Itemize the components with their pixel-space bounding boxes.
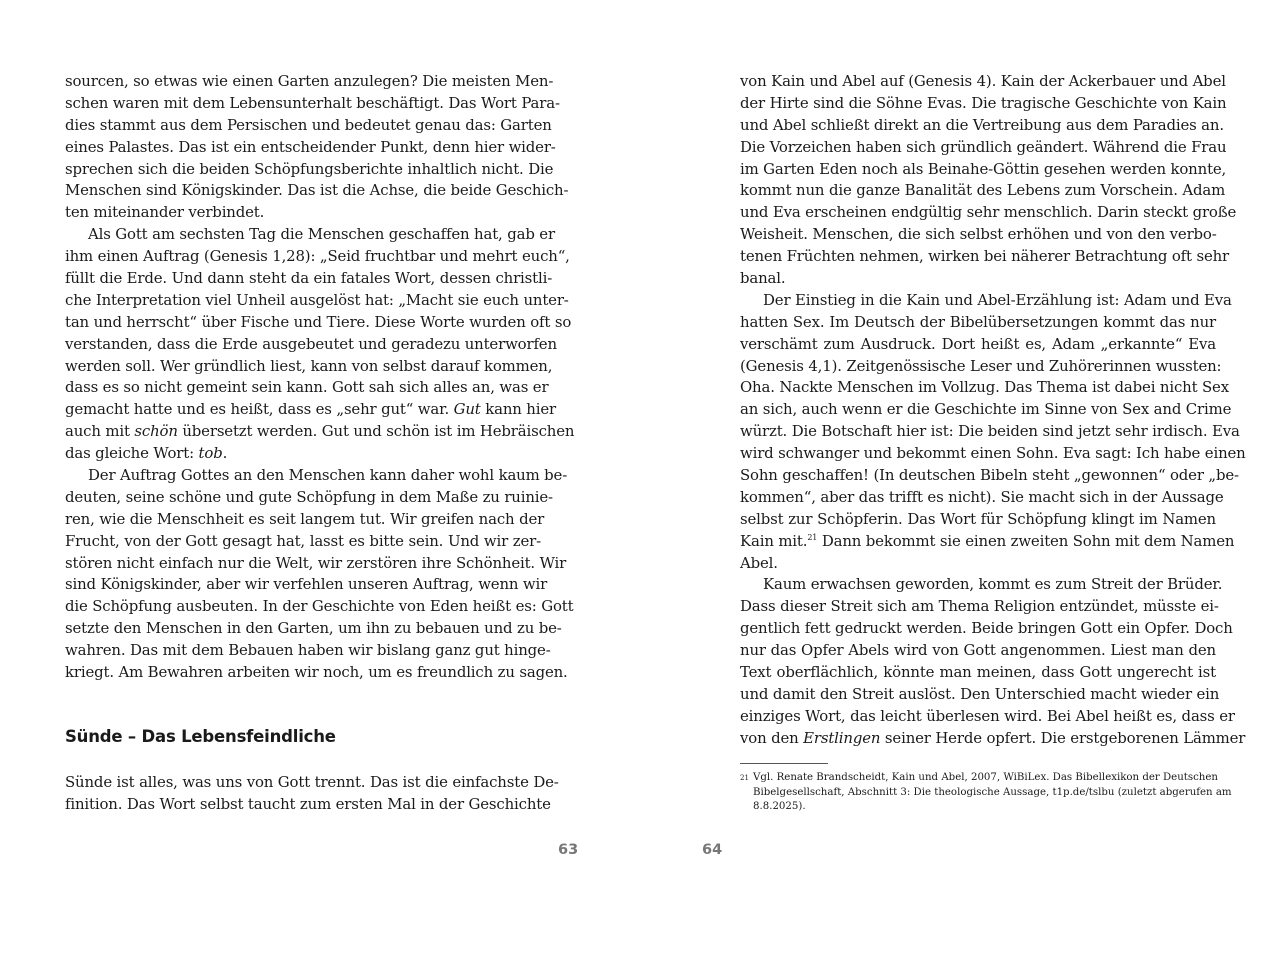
text-line: dies stammt aus dem Persischen und bedeutet genau das: Garten <box>65 115 552 134</box>
text-line: wahren. Das mit dem Bebauen haben wir bislang ganz gut hinge- <box>65 641 551 660</box>
left-body-text <box>65 71 575 684</box>
text-line: würzt. Die Botschaft hier ist: Die beiden sind jetzt sehr irdisch. Eva <box>740 422 1240 441</box>
text-line: sprechen sich die beiden Schöpfungsberichte inhaltlich nicht. Die <box>65 159 554 178</box>
text-line: der Hirte sind die Söhne Evas. Die tragische Geschichte von Kain <box>740 93 1227 112</box>
text-line: selbst zur Schöpferin. Das Wort für Schöpfung klingt im Namen <box>740 509 1216 528</box>
footnote-divider <box>740 763 828 764</box>
text-line: verschämt zum Ausdruck. Dort heißt es, Adam „erkannte“ Eva <box>740 334 1216 353</box>
text-line: von den Erstlingen seiner Herde opfert. Die erstgeborenen Lämmer <box>740 728 1246 747</box>
text-line: Menschen sind Königskinder. Das ist die Achse, die beide Geschich- <box>65 181 569 200</box>
footnote-reference: 21 <box>807 532 818 542</box>
text-line: stören nicht einfach nur die Welt, wir zerstören ihre Schönheit. Wir <box>65 553 567 572</box>
text-line: ten miteinander verbindet. <box>65 203 265 222</box>
text-line: Die Vorzeichen haben sich gründlich geändert. Während die Frau <box>740 137 1227 156</box>
text-line: an sich, auch wenn er die Geschichte im Sinne von Sex and Crime <box>740 400 1232 419</box>
text-line: auch mit schön übersetzt werden. Gut und schön ist im Hebräischen <box>65 422 575 441</box>
text-line: Kaum erwachsen geworden, kommt es zum Streit der Brüder. <box>763 575 1223 594</box>
text-line: tenen Früchten nehmen, wirken bei näherer Betrachtung oft sehr <box>740 247 1230 266</box>
page-number-right: 64 <box>702 842 723 858</box>
text-line: wird schwanger und bekommt einen Sohn. Eva sagt: Ich habe einen <box>740 444 1246 463</box>
text-line: ren, wie die Menschheit es seit langem tut. Wir greifen nach der <box>65 509 545 528</box>
text-line: Sohn geschaffen! (In deutschen Bibeln steht „gewonnen“ oder „be- <box>740 466 1239 485</box>
text-line: Bibelgesellschaft, Abschnitt 3: Die theologische Aussage, t1p.de/tslbu (zuletzt abgerufen am <box>753 786 1232 798</box>
text-line: verstanden, dass die Erde ausgebeutet und geradezu unterworfen <box>65 334 557 353</box>
text-line: banal. <box>740 269 786 288</box>
text-line: Abel. <box>740 553 778 572</box>
page-number-left: 63 <box>558 842 579 858</box>
text-line: nur das Opfer Abels wird von Gott angenommen. Liest man den <box>740 641 1216 660</box>
text-line: (Genesis 4,1). Zeitgenössische Leser und Zuhörerinnen wussten: <box>740 356 1222 375</box>
text-line: hatten Sex. Im Deutsch der Bibelübersetzungen kommt das nur <box>740 312 1216 331</box>
text-line: ihm einen Auftrag (Genesis 1,28): „Seid fruchtbar und mehrt euch“, <box>65 247 570 266</box>
text-line: gemacht hatte und es heißt, dass es „sehr gut“ war. Gut kann hier <box>65 400 556 419</box>
text-line: Der Auftrag Gottes an den Menschen kann daher wohl kaum be- <box>88 466 568 485</box>
text-line: werden soll. Wer gründlich liest, kann von selbst darauf kommen, <box>65 356 553 375</box>
text-line: und Abel schließt direkt an die Vertreibung aus dem Paradies an. <box>740 115 1224 134</box>
text-line: Als Gott am sechsten Tag die Menschen geschaffen hat, gab er <box>88 225 555 244</box>
text-line: von Kain und Abel auf (Genesis 4). Kain der Ackerbauer und Abel <box>740 72 1226 90</box>
footnote-mark: 21 <box>740 774 749 782</box>
text-line: che Interpretation viel Unheil ausgelöst hat: „Macht sie euch unter- <box>65 290 569 309</box>
text-line: im Garten Eden noch als Beinahe-Göttin gesehen werden konnte, <box>740 159 1227 178</box>
text-line: dass es so nicht gemeint sein kann. Gott sah sich alles an, was er <box>65 378 549 397</box>
text-line: Sünde ist alles, was uns von Gott trennt. Das ist die einfachste De- <box>65 773 559 791</box>
text-line: kriegt. Am Bewahren arbeiten wir noch, um es freundlich zu sagen. <box>65 663 568 682</box>
text-line: einziges Wort, das leicht überlesen wird. Bei Abel heißt es, dass er <box>740 706 1235 725</box>
text-line: sourcen, so etwas wie einen Garten anzulegen? Die meisten Men- <box>65 72 554 90</box>
section-heading: Sünde – Das Lebensfeindliche <box>65 727 336 746</box>
text-line: 8.8.2025). <box>753 801 806 812</box>
footnote-text <box>740 771 1232 815</box>
text-line: schen waren mit dem Lebensunterhalt beschäftigt. Das Wort Para- <box>65 93 560 112</box>
text-line: sind Königskinder, aber wir verfehlen unseren Auftrag, wenn wir <box>65 575 548 594</box>
text-line: Kain mit.$^{21}$ Dann bekommt sie einen zweiten Sohn mit dem Namen <box>740 531 1235 550</box>
text-line: Text oberflächlich, könnte man meinen, dass Gott ungerecht ist <box>740 663 1216 682</box>
text-line: eines Palastes. Das ist ein entscheidender Punkt, denn hier wider- <box>65 137 556 156</box>
right-page <box>640 0 1280 974</box>
text-line: finition. Das Wort selbst taucht zum ersten Mal in der Geschichte <box>65 794 551 813</box>
text-line: Dass dieser Streit sich am Thema Religion entzündet, müsste ei- <box>740 597 1219 616</box>
text-line: deuten, seine schöne und gute Schöpfung in dem Maße zu ruinie- <box>65 487 553 506</box>
text-line: Der Einstieg in die Kain und Abel-Erzählung ist: Adam und Eva <box>763 290 1232 309</box>
text-line: gentlich fett gedruckt werden. Beide bringen Gott ein Opfer. Doch <box>740 619 1233 638</box>
footnote <box>740 771 1232 815</box>
text-line: und damit den Streit auslöst. Den Unterschied macht wieder ein <box>740 684 1220 703</box>
text-line: kommt nun die ganze Banalität des Lebens zum Vorschein. Adam <box>740 181 1226 200</box>
text-line: kommen“, aber das trifft es nicht). Sie macht sich in der Aussage <box>740 487 1224 506</box>
text-line: das gleiche Wort: tob. <box>65 444 228 463</box>
text-line: Weisheit. Menschen, die sich selbst erhöhen und von den verbo- <box>740 225 1217 244</box>
text-line: tan und herrscht“ über Fische und Tiere. Diese Worte wurden oft so <box>65 312 572 331</box>
text-line: Vgl. Renate Brandscheidt, Kain und Abel, 2007, WiBiLex. Das Bibellexikon der Deutschen <box>753 772 1218 783</box>
right-body-text <box>740 71 1246 750</box>
text-line: setzte den Menschen in den Garten, um ihn zu bebauen und zu be- <box>65 619 562 638</box>
text-line: Oha. Nackte Menschen im Vollzug. Das Thema ist dabei nicht Sex <box>740 378 1229 397</box>
text-line: füllt die Erde. Und dann steht da ein fatales Wort, dessen christli- <box>65 269 553 288</box>
text-line: Frucht, von der Gott gesagt hat, lasst es bitte sein. Und wir zer- <box>65 531 541 550</box>
left-body-text-continued <box>65 772 559 816</box>
text-line: die Schöpfung ausbeuten. In der Geschichte von Eden heißt es: Gott <box>65 597 574 616</box>
text-line: und Eva erscheinen endgültig sehr menschlich. Darin steckt große <box>740 203 1237 222</box>
